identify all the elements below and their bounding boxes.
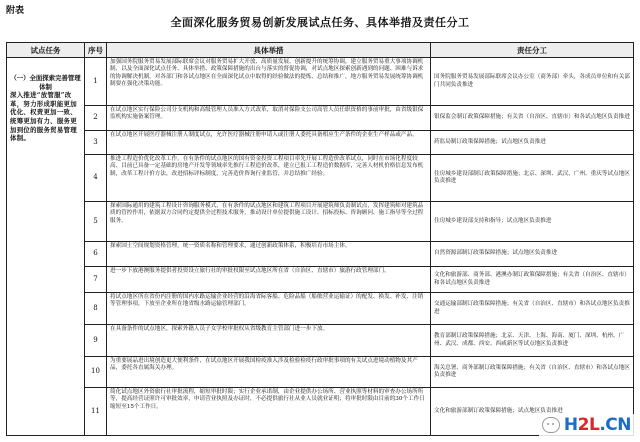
row-number: 3	[85, 131, 107, 154]
category-description: 深入推进“放管服”改革，努力形成职能更加优化、权责更加一致、统筹更加有力、服务更加到位的服务贸易管理体制。	[10, 91, 77, 143]
table-row	[85, 58, 633, 106]
pilot-task-table	[6, 42, 634, 436]
row-responsibility: 文化和旅游部制订政策保障措施；试点地区负责推进	[434, 408, 563, 415]
row-number: 2	[85, 106, 107, 130]
column-header-responsibility: 责任分工	[517, 45, 547, 55]
category-heading: （一）全面探索完善管理体制	[10, 74, 81, 91]
row-measure: 推进工程造价优化改革工作。在有条件的试点地区的国有资金投资工程项目率先开展工程造价改革试点，同时在市场化程度较高、目前已具备一定基础的房地产开发等领域率先推行工程造价改革，建立已报工工程造价数据库，完善人材机价格信息发布机制，改革工程计价方法，改进招标评标制度，完善造价咨询行业监管，并总结推广经验。	[107, 155, 431, 201]
table-rows	[85, 58, 633, 436]
row-responsibility: 药监局制订政策保障措施；试点地区负责推进	[434, 138, 546, 145]
row-measure: 将试点地区所在省份内注册的国内水路运输企业经营的沿海省际客船、危险品船（船舶营业运输证）的配发、换发、补发、注销等管理事项，下放至企业所在地省级水路运输管理部门。	[107, 293, 431, 324]
row-responsibility: 文化和旅游部、商务部、港澳办制订政策保障措施；有关省（自治区、直辖市）和各试点地区负责推进	[434, 272, 630, 286]
wechat-icon	[542, 417, 560, 433]
row-responsibility: 自然资源部制订政策保障措施；试点地区负责推进	[434, 250, 558, 257]
table-row	[85, 155, 633, 202]
table-header	[7, 43, 633, 58]
row-number: 9	[85, 325, 107, 356]
row-responsibility: 银保监会制订政策保障措施；有关省（自治区、直辖市）和各试点地区负责推进	[434, 114, 630, 121]
row-measure: 探索国际通用的建筑工程设计咨询服务模式，在有条件的试点地区和建筑工程项目开展建筑师负责制试点，发挥建筑师对建筑品质的管控作用，依据双方合同约定提供全过程技术服务，推动设计单位提供施工设计、招标投标、咨询顾问、施工指导等全过程服务。	[107, 202, 431, 241]
category-cell	[7, 58, 85, 436]
column-header-number: 序号	[85, 43, 107, 57]
table-row	[85, 202, 633, 242]
row-responsibility: 海关总署、商务部制订政策保障措施；有关省（自治区、直辖市）和各试点地区负责推进	[434, 364, 630, 378]
page-title: 全面深化服务贸易创新发展试点任务、具体举措及责任分工	[170, 16, 470, 29]
row-number: 5	[85, 202, 107, 241]
row-number: 7	[85, 267, 107, 292]
row-number: 10	[85, 357, 107, 387]
row-measure: 进一步下放港澳服务提供者投资设立旅行社的审批权限至试点地区所在省（自治区、直辖市）旅游行政管理部门。	[107, 267, 431, 292]
column-header-measures: 具体举措	[107, 43, 431, 57]
table-row	[85, 106, 633, 131]
table-row	[85, 267, 633, 293]
row-measure: 简化试点地区外资旅行社审批流程，缩短审批时限；实行企业承诺制，由企业提供办公场所、营业执照等材料的审查办公场所所等，提高经营证照许可审批效率，申请营业执照及办证时，不必提供旅行社从业人员就业证明；将审批时限由目前的30个工作日缩短至15个工作日。	[107, 388, 431, 436]
row-measure: 加强国务院服务贸易发展部际联席会议对服务贸易扩大开放、高质量发展、创新提升的统筹协调，建立服务贸易重大事项协调机制，以及全面深化试点任务、具体举措、政策保障措施的出台与落实的督促协调，对试点地区探索创新遇到的问题、困难与诉求的协调解决机制，对各部门和各试点地区在全面深化试点中取得的经验做法的提炼、总结和推广，地方服务贸易发展统筹协调机制要在强化决策功能。	[107, 58, 431, 105]
row-number: 8	[85, 293, 107, 324]
row-number: 1	[85, 58, 107, 105]
row-number: 11	[85, 388, 107, 436]
row-responsibility: 国务院服务贸易发展部际联席会议办公室（商务部）牵头，各成员单位和有关部门共同负责推进	[434, 74, 630, 88]
row-measure: 在试点地区开展医疗器械注册人制度试点，允许医疗器械注册申请人或注册人委托具备相应生产条件的企业生产样品或产品。	[107, 131, 431, 154]
row-measure: 在具备条件的试点地区，探索外籍人员子女学校审批权从省级教育主管部门进一步下放。	[107, 325, 431, 356]
table-row	[85, 357, 633, 388]
attachment-label: 附表	[6, 6, 25, 16]
table-body	[7, 58, 633, 436]
row-responsibility: 交通运输部制订政策保障措施；有关省（自治区、直辖市）和各试点地区负责推进	[434, 301, 630, 315]
row-responsibility: 教育部制订政策保障措施；北京、天津、上海、海南、厦门、深圳、杭州、广州、武汉、成都、西安、西咸新区等试点地区负责推进	[434, 333, 625, 347]
table-row	[85, 242, 633, 267]
watermark-brand: H2L.CN	[563, 415, 631, 435]
row-measure: 探索国土空间规划资格管理，统一资质名称和管理要求，通过创新政策体系，积极培育市场主体。	[107, 242, 431, 266]
row-number: 6	[85, 242, 107, 266]
row-responsibility: 住房城乡建设部制订政策保障措施；北京、深圳、武汉、广州、重庆等试点地区负责推进	[434, 170, 630, 184]
column-header-task: 试点任务	[7, 43, 85, 57]
table-row	[85, 325, 633, 357]
row-measure: 在试点地区实行保险公司分支机构和高级管理人员准入方式改革，取消对保险支公司高管人员任职资格的事前审批，由省级银保监机构实施备案管理。	[107, 106, 431, 130]
table-row	[85, 131, 633, 155]
row-measure: 为重要展品进出境创造更大便利条件，在试点地区开展我国检疫准入涉及检验检疫行政审批事项的有关试点进境动植物及其产品，委托各直属海关办理。	[107, 357, 431, 387]
table-row	[85, 293, 633, 325]
row-responsibility: 住房城乡建设部支持和指导；试点地区负责推进	[434, 217, 552, 224]
row-number: 4	[85, 155, 107, 201]
watermark	[539, 414, 634, 436]
